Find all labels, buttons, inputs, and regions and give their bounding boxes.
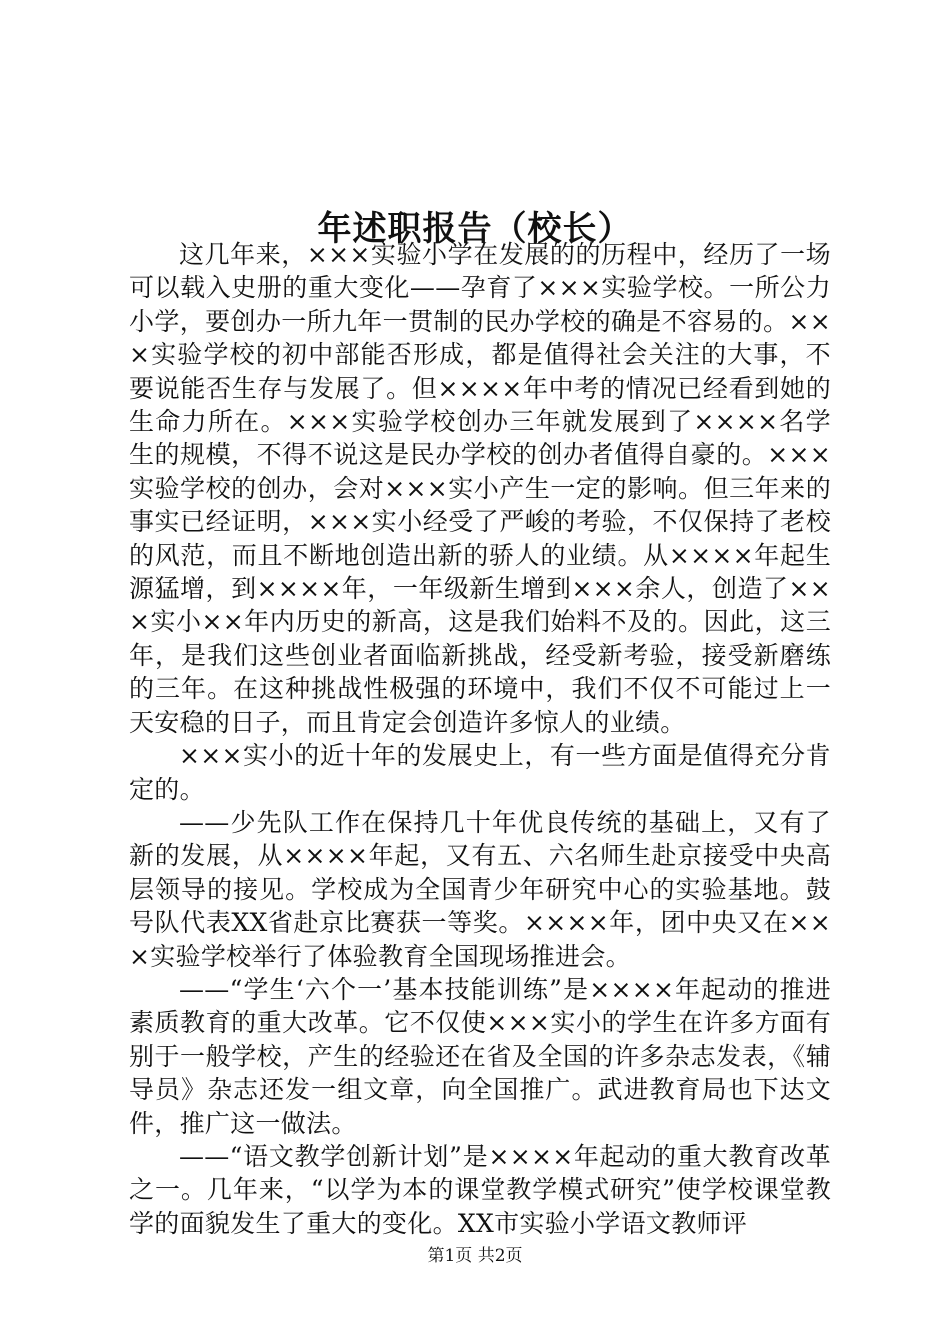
paragraph: ——“学生‘六个一’基本技能训练”是××××年起动的推进素质教育的重大改革。它不仅使×××实小的学生在许多方面有别于一般学校，产生的经验还在省及全国的许多杂志发表，《辅导员》杂志还发一组文章，向全国推广。武进教育局也下达文件，推广这一做法。 xyxy=(129,974,831,1138)
page-number-footer: 第1页 共2页 xyxy=(427,1246,523,1266)
paragraph: ——“语文教学创新计划”是××××年起动的重大教育改革之一。几年来，“以学为本的课堂教学模式研究”使学校课堂教学的面貌发生了重大的变化。XX市实验小学语文教师评 xyxy=(129,1141,831,1238)
document-body xyxy=(129,238,831,1240)
paragraph: ×××实小的近十年的发展史上，有一些方面是值得充分肯定的。 xyxy=(129,741,831,804)
paragraph: 这几年来，×××实验小学在发展的的历程中，经历了一场可以载入史册的重大变化——孕育了×××实验学校。一所公力小学，要创办一所九年一贯制的民办学校的确是不容易的。×××实验学校的初中部能否形成，都是值得社会关注的大事，不要说能否生存与发展了。但××××年中考的情况已经看到她的生命力所在。×××实验学校创办三年就发展到了××××名学生的规模，不得不说这是民办学校的创办者值得自豪的。×××实验学校的创办，会对×××实小产生一定的影响。但三年来的事实已经证明，×××实小经受了严峻的考验，不仅保持了老校的风范，而且不断地创造出新的骄人的业绩。从××××年起生源猛增，到××××年，一年级新生增到×××余人，创造了×××实小××年内历史的新高，这是我们始料不及的。因此，这三年，是我们这些创业者面临新挑战，经受新考验，接受新磨练的三年。在这种挑战性极强的环境中，我们不仅不可能过上一天安稳的日子，而且肯定会创造许多惊人的业绩。 xyxy=(129,240,831,737)
paragraph: ——少先队工作在保持几十年优良传统的基础上，又有了新的发展，从××××年起，又有五、六名师生赴京接受中央高层领导的接见。学校成为全国青少年研究中心的实验基地。鼓号队代表XX省赴京比赛获一等奖。××××年，团中央又在×××实验学校举行了体验教育全国现场推进会。 xyxy=(129,807,831,971)
document-title: 年述职报告（校长） xyxy=(317,208,633,249)
